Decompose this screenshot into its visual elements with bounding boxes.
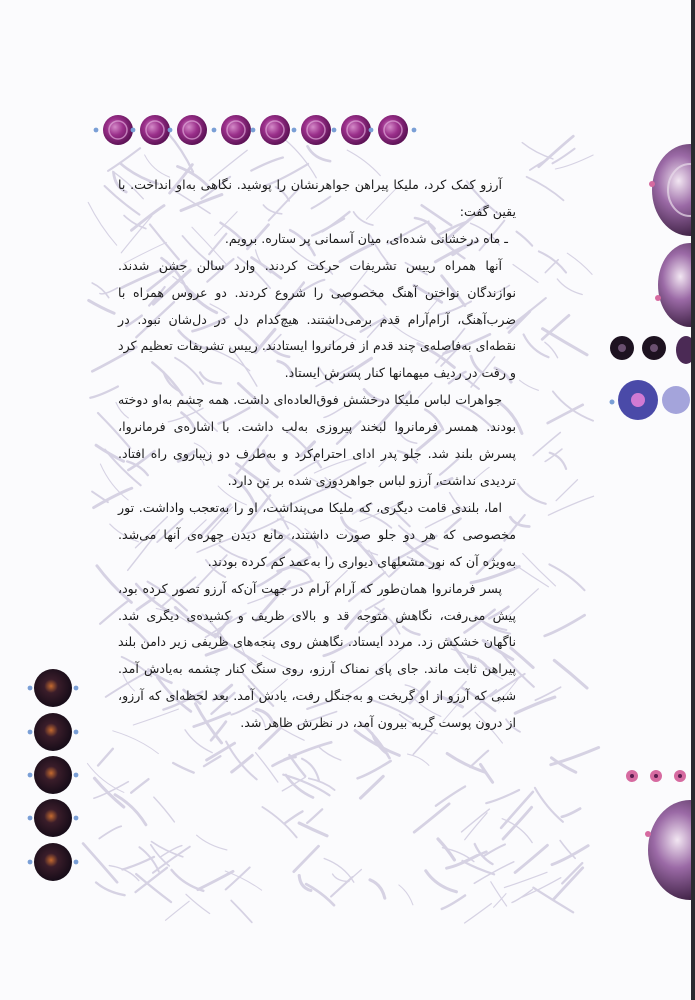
story-paragraph-2: آنها همراه رییس تشریفات حرکت کردند. وارد سالن جشن شدند. نوازندگان نواختن آهنگ مخصوصی را شروع کردند. دو عروس همراه با ضرب‌آهنگ، آرام‌آرام قدم برمی‌داشتند. هیچ‌کدام دل در دل‌شان نبود. در نقطه‌ای به‌فاصله‌ی چند قدم از فرمانروا ایستادند. رییس تشریفات تعظیم کرد و رفت در ردیف میهمانها کنار پسرش ایستاد.: [118, 257, 516, 381]
page-edge-shadow: [691, 0, 695, 1000]
top-bead-row: [94, 115, 417, 145]
story-paragraph-4: اما، بلندی قامت دیگری، که ملیکا می‌پنداشت، او را به‌تعجب واداشت. تور مخصوصی که هر دو جلو صورت داشتند، مانع دیدن چهره‌ی آنها می‌شد. به‌ویژه آن که نور مشعلهای دیواری را به‌عمد کم کرده بودند.: [118, 499, 516, 569]
right-edge-beads: [610, 144, 695, 900]
story-dialogue-line: ـ ماه درخشانی شده‌ای، میان آسمانی پر ستاره. برویم.: [224, 230, 508, 246]
story-paragraph-1: آرزو کمک کرد، ملیکا پیراهن جواهرنشان را پوشید. نگاهی به‌او انداخت. با یقین گفت:: [118, 177, 516, 219]
left-bead-column: [28, 669, 79, 881]
story-paragraph-3: جواهرات لباس ملیکا درخشش فوق‌العاده‌ای داشت. همه چشم به‌او دوخته بودند. همسر فرمانروا لبخند پیروزی به‌لب داشت. با اشاره‌ی فرمانروا، پسرش بلند شد. جلو پدر ادای احترام‌کرد و به‌طرف دو زیباروی راه افتاد. تردیدی نداشت، آرزو لباس جواهردوزی شده بر تن دارد.: [118, 392, 516, 488]
story-text: [118, 172, 516, 737]
story-paragraph-5: پسر فرمانروا همان‌طور که آرام آرام در جهت آن‌که آرزو تصور کرده بود، پیش می‌رفت، نگاهش متوجه قد و بالای ظریف و کشیده‌ی دیگری شد. ناگهان خشکش زد. مردد ایستاد. نگاهش روی پنجه‌های ظریفی زیر دامن بلند پیراهن ثابت ماند. جای پای نمناک آرزو، روی سنگ کنار چشمه به‌یادش آمد. شبی که آرزو از او گریخت و به‌جنگل رفت، یادش آمد. بعد لحظه‌ای که آرزو، از درون پوست گربه بیرون آمد، در نظرش ظاهر شد.: [118, 580, 516, 731]
